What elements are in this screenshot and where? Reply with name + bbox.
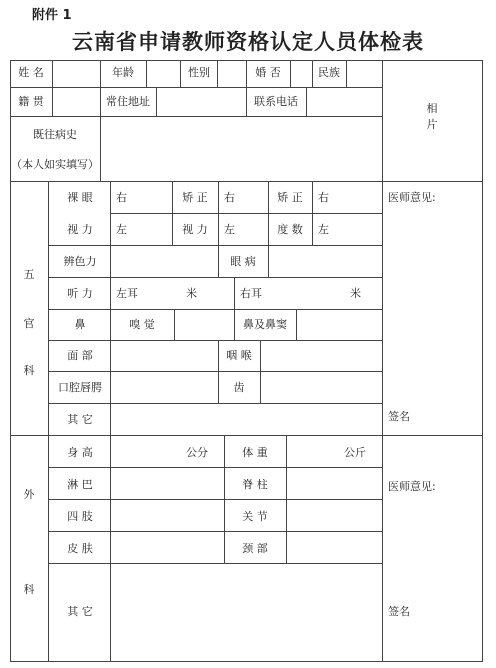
right-ear-unit: 米 xyxy=(350,287,361,300)
neck-label: 颈 部 xyxy=(242,542,268,555)
right-ear-label: 右耳 xyxy=(240,287,262,300)
naked-left-eye: 左 xyxy=(116,223,127,236)
corrected-vision-label-2: 视 力 xyxy=(182,223,208,236)
weight-label: 体 重 xyxy=(242,446,268,459)
name-label: 姓 名 xyxy=(18,66,44,79)
spine-label: 脊 柱 xyxy=(242,478,268,491)
limbs-label: 四 肢 xyxy=(67,510,93,523)
age-label: 年龄 xyxy=(112,66,134,79)
photo-label-bottom: 片 xyxy=(426,118,438,131)
ent-dept-char-1: 五 xyxy=(23,268,35,281)
left-ear-label: 左耳 xyxy=(116,287,138,300)
medical-history-note: （本人如实填写） xyxy=(11,158,99,171)
form-title: 云南省申请教师资格认定人员体检表 xyxy=(72,29,424,54)
height-unit: 公分 xyxy=(186,446,208,459)
corrected-left-eye: 左 xyxy=(224,223,235,236)
ent-signature-label: 签名 xyxy=(388,410,410,423)
throat-label: 咽 喉 xyxy=(226,349,252,362)
oral-label: 口腔唇腭 xyxy=(58,381,102,394)
naked-right-eye: 右 xyxy=(116,191,127,204)
naked-vision-label-1: 裸 眼 xyxy=(67,191,93,204)
hearing-label: 听 力 xyxy=(67,287,93,300)
surgery-other-label: 其 它 xyxy=(67,605,93,618)
lymph-label: 淋 巴 xyxy=(67,478,93,491)
ent-other-label: 其 它 xyxy=(67,413,93,426)
left-ear-unit: 米 xyxy=(186,287,197,300)
ent-doctor-opinion-label: 医师意见: xyxy=(388,191,436,204)
surgery-dept-char-2: 科 xyxy=(23,583,35,596)
gender-label: 性别 xyxy=(188,66,210,79)
correction-degree-label-2: 度 数 xyxy=(277,223,303,236)
degree-left-eye: 左 xyxy=(318,223,329,236)
correction-degree-label-1: 矫 正 xyxy=(277,191,303,204)
sinus-label: 鼻及鼻窦 xyxy=(243,318,287,331)
phone-label: 联系电话 xyxy=(254,95,298,108)
skin-label: 皮 肤 xyxy=(67,542,93,555)
nose-label: 鼻 xyxy=(74,318,86,331)
ent-dept-char-2: 官 xyxy=(23,317,35,330)
corrected-right-eye: 右 xyxy=(224,191,235,204)
teeth-label: 齿 xyxy=(233,381,245,394)
marital-label: 婚 否 xyxy=(255,66,281,79)
attachment-label: 附件 1 xyxy=(32,8,72,23)
surgery-doctor-opinion-label: 医师意见: xyxy=(388,480,436,493)
color-vision-label: 辨色力 xyxy=(63,255,97,268)
joints-label: 关 节 xyxy=(242,510,268,523)
naked-vision-label-2: 视 力 xyxy=(67,223,93,236)
residence-label: 常住地址 xyxy=(106,95,150,108)
photo-label-top: 相 xyxy=(426,102,438,115)
native-place-label: 籍 贯 xyxy=(18,95,44,108)
height-label: 身 高 xyxy=(67,446,93,459)
eye-disease-label: 眼 病 xyxy=(230,255,256,268)
degree-right-eye: 右 xyxy=(318,191,329,204)
surgery-signature-label: 签名 xyxy=(388,605,410,618)
ent-dept-char-3: 科 xyxy=(23,364,35,377)
medical-history-label: 既往病史 xyxy=(33,128,77,141)
corrected-vision-label-1: 矫 正 xyxy=(182,191,208,204)
face-label: 面 部 xyxy=(67,349,93,362)
weight-unit: 公斤 xyxy=(344,446,366,459)
smell-label: 嗅 觉 xyxy=(129,318,155,331)
ethnicity-label: 民族 xyxy=(318,66,340,79)
surgery-dept-char-1: 外 xyxy=(23,488,35,501)
